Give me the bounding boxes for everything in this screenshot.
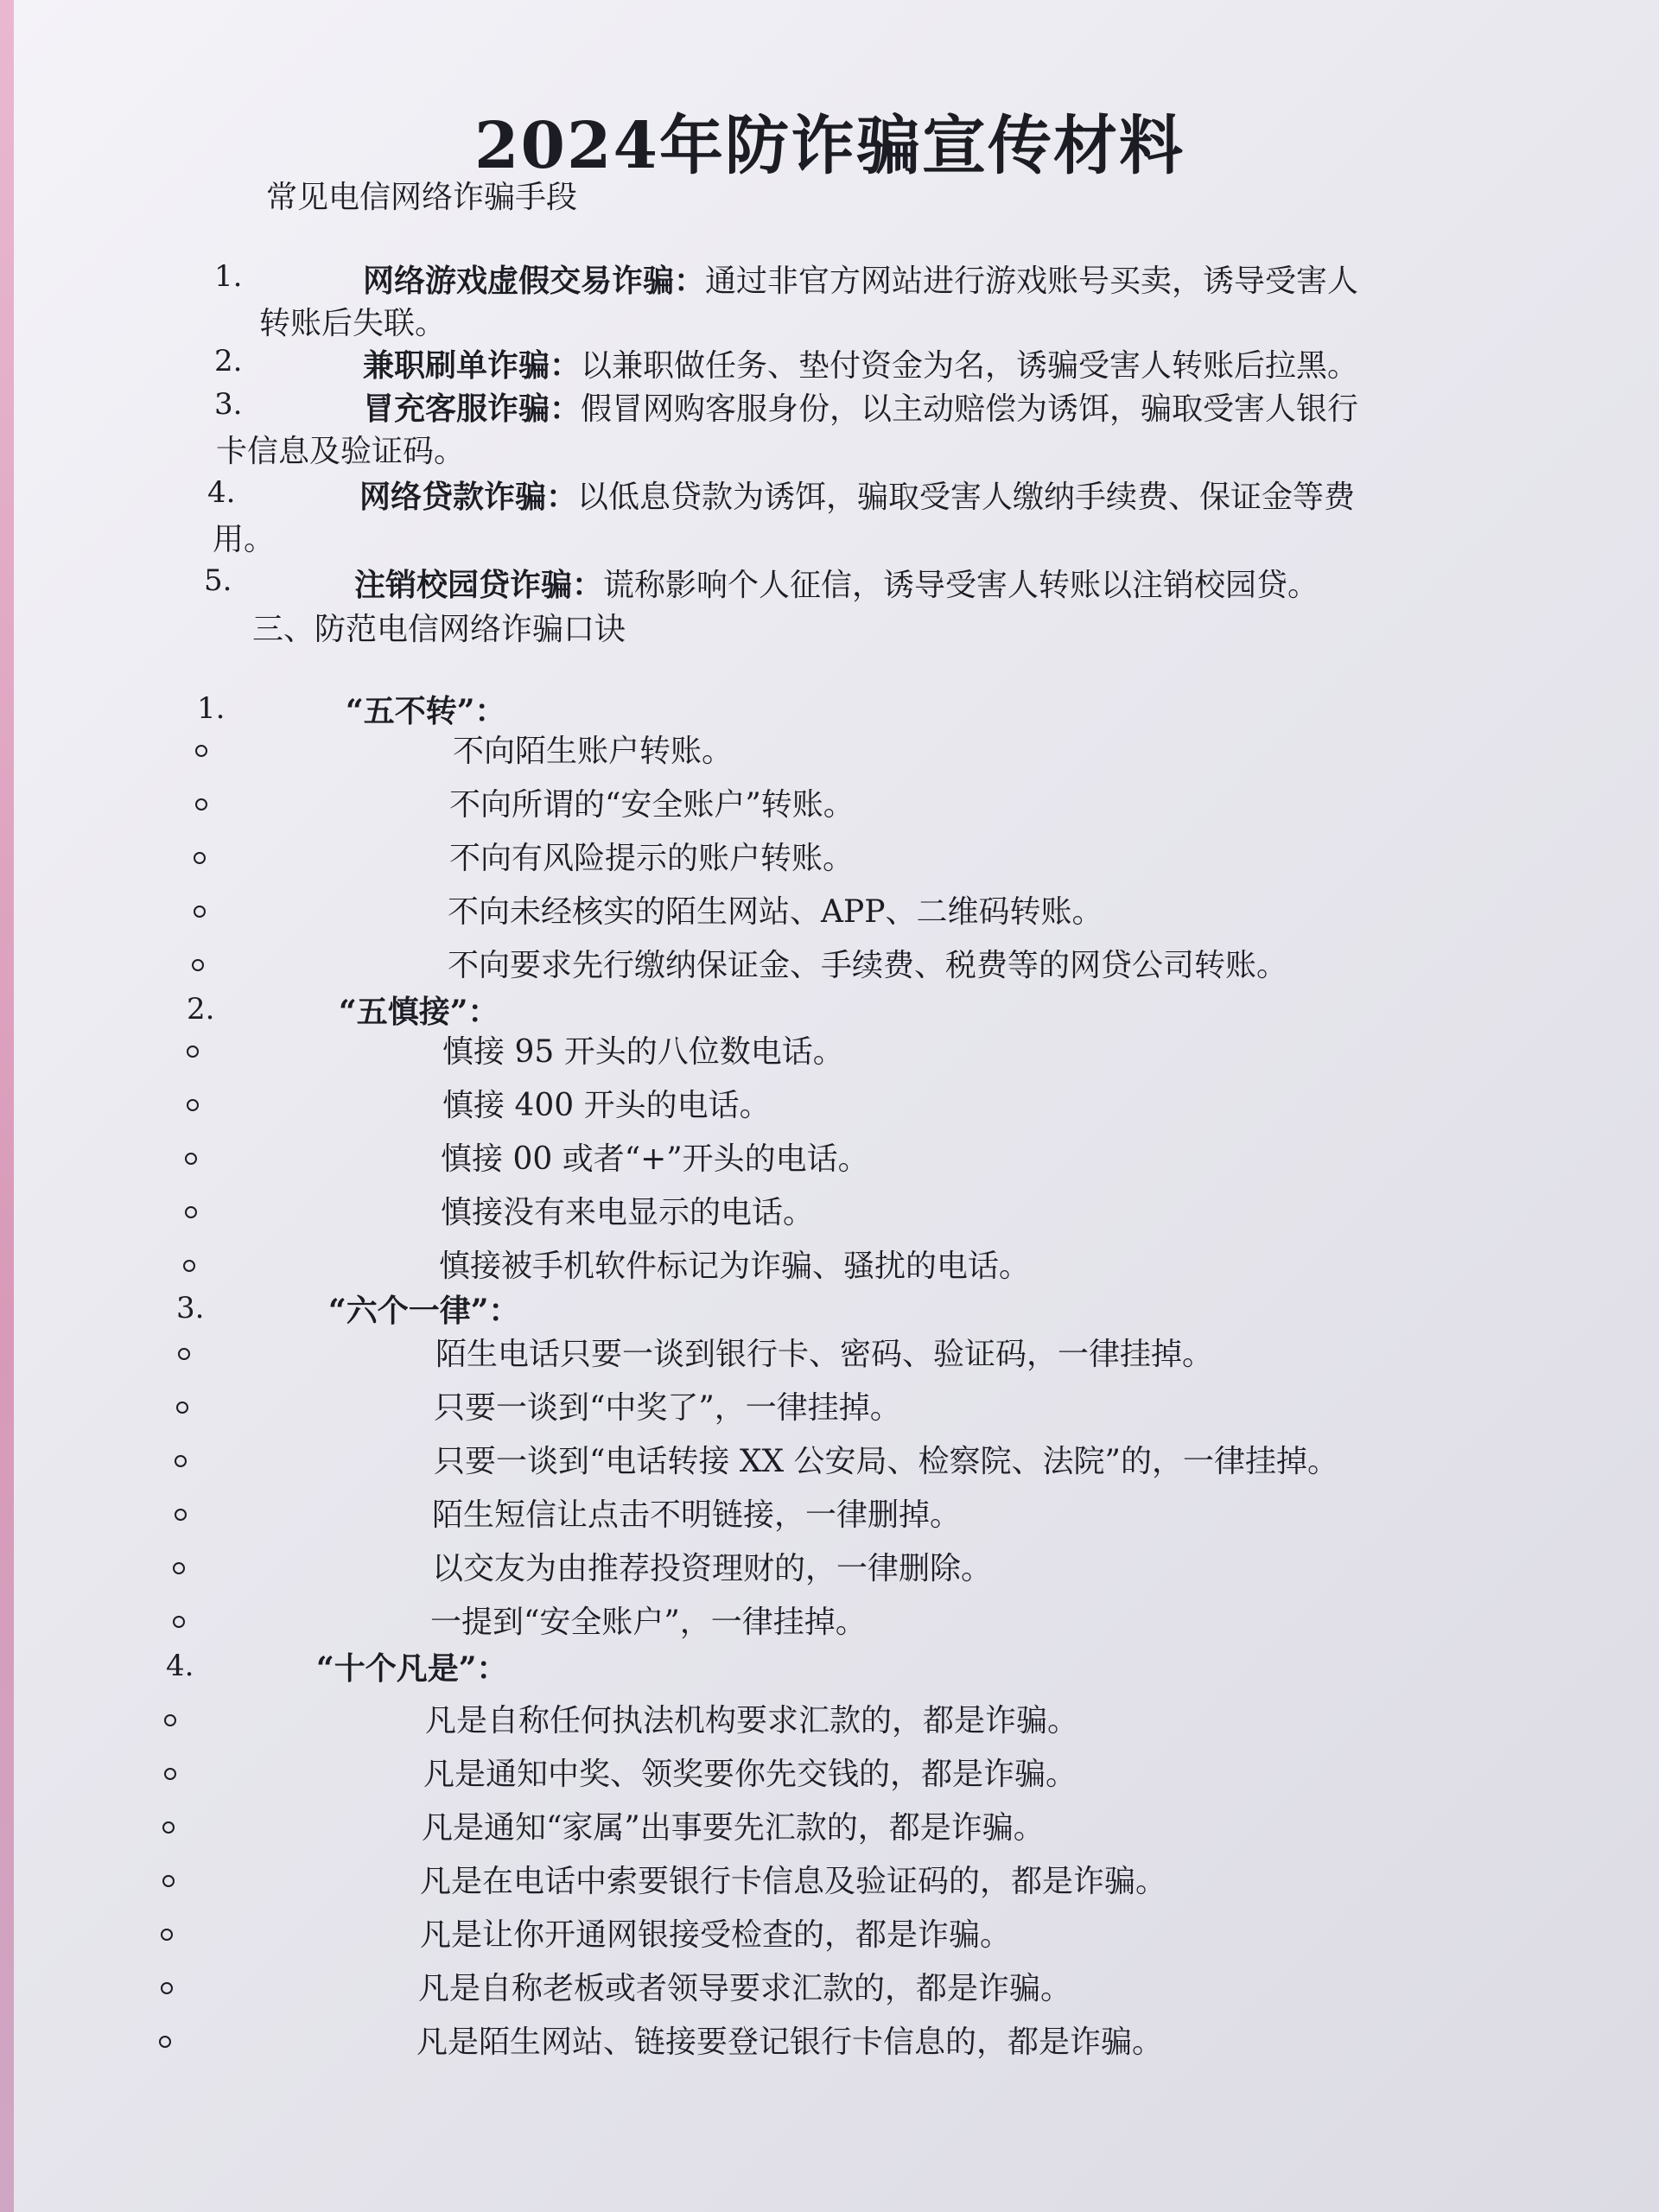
bullet-icon (185, 1153, 197, 1165)
list-item: 慎接 00 或者“+”开头的电话。 (441, 1141, 869, 1177)
method-desc: 通过非官方网站进行游戏账号买卖，诱导受害人 (705, 264, 1359, 299)
list-item: 不向有风险提示的账户转账。 (449, 841, 855, 876)
method-desc: 以兼职做任务、垫付资金为名，诱骗受害人转账后拉黑。 (581, 348, 1359, 384)
list-item: 凡是让你开通网银接受检查的，都是诈骗。 (420, 1917, 1012, 1953)
group-number: 1. (197, 691, 226, 726)
method-desc: 假冒网购客服身份，以主动赔偿为诱饵，骗取受害人银行 (581, 391, 1359, 427)
paper-edge-decoration (0, 0, 14, 2212)
bullet-icon (187, 1099, 199, 1111)
bullet-icon (195, 745, 207, 757)
bullet-icon (187, 1046, 199, 1058)
bullet-icon (175, 1509, 187, 1521)
method-item-4 (359, 474, 1355, 521)
bullet-icon (195, 798, 207, 810)
document-title: 2024年防诈骗宣传材料 (474, 109, 1185, 183)
method-desc-cont: 转账后失联。 (259, 306, 447, 341)
list-item: 凡是自称老板或者领导要求汇款的，都是诈骗。 (418, 1971, 1072, 2006)
list-item: 凡是通知中奖、领奖要你先交钱的，都是诈骗。 (423, 1757, 1077, 1792)
list-item: 凡是自称任何执法机构要求汇款的，都是诈骗。 (425, 1703, 1079, 1738)
bullet-icon (161, 1929, 173, 1941)
bullet-icon (194, 906, 206, 918)
method-item-3 (363, 385, 1358, 433)
method-desc: 谎称影响个人征信，诱导受害人转账以注销校园贷。 (603, 568, 1319, 603)
bullet-icon (162, 1875, 175, 1887)
group-number: 4. (166, 1649, 194, 1683)
list-item: 不向陌生账户转账。 (453, 734, 734, 769)
item-number: 3. (214, 387, 243, 422)
bullet-icon (159, 2036, 171, 2048)
list-item: 只要一谈到“中奖了”，一律挂掉。 (434, 1390, 901, 1426)
method-name: 兼职刷单诈骗： (363, 347, 582, 384)
bullet-icon (194, 852, 206, 864)
method-item-2 (363, 342, 1358, 390)
list-item: 陌生电话只要一谈到银行卡、密码、验证码，一律挂掉。 (435, 1337, 1214, 1372)
group-number: 2. (187, 992, 215, 1027)
method-name: 冒充客服诈骗： (363, 391, 582, 427)
bullet-icon (176, 1402, 188, 1414)
item-number: 2. (214, 344, 243, 378)
item-number: 5. (204, 563, 232, 598)
list-item: 凡是通知“家属”出事要先汇款的，都是诈骗。 (422, 1810, 1045, 1846)
section-heading-methods: 常见电信网络诈骗手段 (266, 180, 578, 215)
list-item: 一提到“安全账户”，一律挂掉。 (430, 1605, 867, 1640)
group-label-five-caution: “五慎接”： (339, 994, 499, 1030)
bullet-icon (164, 1714, 176, 1726)
method-desc-cont: 用。 (213, 522, 276, 557)
list-item: 慎接没有来电显示的电话。 (441, 1195, 815, 1230)
bullet-icon (164, 1768, 176, 1780)
list-item: 慎接 400 开头的电话。 (442, 1088, 771, 1123)
method-desc-cont: 卡信息及验证码。 (216, 434, 466, 469)
bullet-icon (173, 1562, 185, 1574)
group-label-five-no-transfer: “五不转”： (346, 693, 506, 729)
group-number: 3. (176, 1291, 205, 1325)
list-item: 陌生短信让点击不明链接，一律删掉。 (432, 1497, 962, 1533)
list-item: 凡是陌生网站、链接要登记银行卡信息的，都是诈骗。 (416, 2024, 1164, 2060)
bullet-icon (161, 1982, 173, 1994)
bullet-icon (192, 959, 204, 971)
method-name: 网络贷款诈骗： (359, 479, 578, 515)
list-item: 慎接 95 开头的八位数电话。 (442, 1034, 844, 1070)
list-item: 不向所谓的“安全账户”转账。 (449, 787, 855, 823)
list-item: 慎接被手机软件标记为诈骗、骚扰的电话。 (439, 1249, 1031, 1284)
bullet-icon (183, 1260, 195, 1272)
list-item: 只要一谈到“电话转接 XX 公安局、检察院、法院”的，一律挂掉。 (434, 1444, 1338, 1479)
list-item: 不向要求先行缴纳保证金、手续费、税费等的网贷公司转账。 (448, 948, 1288, 983)
bullet-icon (185, 1206, 197, 1218)
section-heading-slogans: 三、防范电信网络诈骗口诀 (252, 612, 626, 647)
bullet-icon (178, 1348, 190, 1360)
bullet-icon (175, 1455, 187, 1467)
bullet-icon (162, 1821, 175, 1834)
method-desc: 以低息贷款为诱饵，骗取受害人缴纳手续费、保证金等费 (577, 480, 1356, 515)
item-number: 1. (214, 259, 243, 294)
list-item: 不向未经核实的陌生网站、APP、二维码转账。 (448, 894, 1103, 930)
list-item: 凡是在电话中索要银行卡信息及验证码的，都是诈骗。 (420, 1864, 1167, 1899)
method-item-5 (354, 562, 1319, 609)
group-label-six-always: “六个一律”： (328, 1293, 520, 1329)
method-name: 网络游戏虚假交易诈骗： (363, 263, 706, 299)
list-item: 以交友为由推荐投资理财的，一律删除。 (432, 1551, 993, 1586)
method-item-1 (363, 257, 1358, 305)
item-number: 4. (207, 475, 236, 510)
group-label-ten-always: “十个凡是”： (316, 1650, 508, 1687)
method-name: 注销校园贷诈骗： (354, 567, 604, 603)
bullet-icon (173, 1616, 185, 1628)
